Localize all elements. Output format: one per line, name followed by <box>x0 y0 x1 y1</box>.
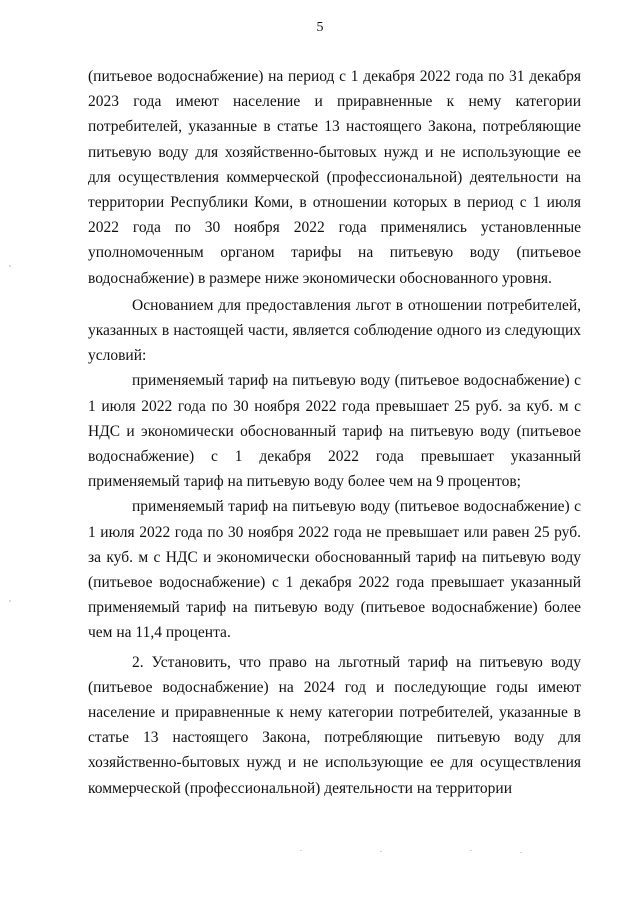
scan-artifact <box>470 850 472 851</box>
scan-artifact <box>380 851 382 852</box>
page-number: 5 <box>316 20 324 35</box>
paragraph-condition-2: применяемый тариф на питьевую воду (питьевое водоснабжение) с 1 июля 2022 года по 30 ноября 2022 года не превышает или равен 25 руб. за куб. м с НДС и экономически обоснованный тариф на питьевую воду (питьевое водоснабжение) с 1 декабря 2022 года превышает указанный применяемый тариф на питьевую воду (питьевое водоснабжение) более чем на 11,4 процента. <box>88 498 581 642</box>
paragraph-condition-1: применяемый тариф на питьевую воду (питьевое водоснабжение) с 1 июля 2022 года по 30 ноября 2022 года превышает 25 руб. за куб. м с НДС и экономически обоснованный тариф на питьевую воду (питьевое водоснабжение) с 1 декабря 2022 года превышает указанный применяемый тариф на питьевую воду более чем на 9 процентов; <box>88 372 581 491</box>
scan-artifact <box>520 852 522 853</box>
scan-artifact <box>300 850 302 851</box>
paragraph-continuation: (питьевое водоснабжение) на период с 1 декабря 2022 года по 31 декабря 2023 года имеют население и приравненные к нему категории потребителей, указанные в статье 13 настоящего Закона, потребляющие питьевую воду для хозяйственно-бытовых нужд и не использующие ее для осуществления коммерческой (профессиональной) деятельности на территории Республики Коми, в отношении которых в период с 1 июля 2022 года по 30 ноября 2022 года применялись установленные уполномоченным органом тарифы на питьевую воду (питьевое водоснабжение) в размере ниже экономически обоснованного уровня. <box>88 68 581 287</box>
paragraph-grounds: Основанием для предоставления льгот в отношении потребителей, указанных в настоящей части, является соблюдение одного из следующих условий: <box>88 296 581 365</box>
scan-artifact <box>9 600 11 602</box>
paragraph-item-2: 2. Установить, что право на льготный тариф на питьевую воду (питьевое водоснабжение) на 2024 год и последующие годы имеют население и приравненные к нему категории потребителей, указанные в статье 13 настоящего Закона, потребляющие питьевую воду для хозяйственно-бытовых нужд и не использующие ее для осуществления коммерческой (профессиональной) деятельности на территории <box>88 653 581 797</box>
scan-artifact <box>9 265 11 267</box>
document-body <box>88 64 581 801</box>
